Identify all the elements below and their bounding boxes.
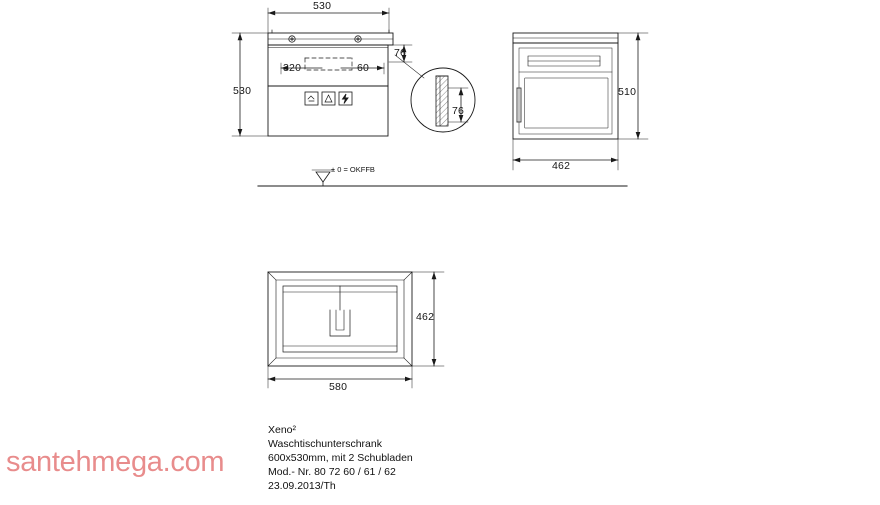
dim-front-thickness-76: 76 (394, 47, 407, 59)
dim-front-width-530: 530 (313, 0, 332, 12)
side-elevation-geometry (513, 33, 648, 170)
caption-line-3: 600x530mm, mit 2 Schubladen (268, 452, 413, 464)
detail-callout-geometry (395, 55, 475, 132)
dim-side-height-510: 510 (618, 86, 637, 98)
floor-level-marker (258, 170, 627, 186)
dim-side-depth-462: 462 (552, 160, 571, 172)
dim-top-width-580: 580 (329, 381, 348, 393)
caption-line-2: Waschtischunterschrank (268, 438, 382, 450)
caption-line-1: Xeno² (268, 424, 297, 436)
dim-front-height-530: 530 (233, 85, 252, 97)
dim-top-depth-462: 462 (416, 311, 435, 323)
caption-line-4: Mod.- Nr. 80 72 60 / 61 / 62 (268, 466, 396, 478)
floor-level-label: ± 0 = OKFFB (331, 165, 375, 174)
dim-front-offset-60: 60 (357, 62, 370, 74)
dim-detail-thickness-76: 76 (452, 105, 465, 117)
front-elevation-geometry (232, 8, 412, 136)
caption-line-5: 23.09.2013/Th (268, 480, 336, 492)
dim-front-offset-320: 320 (283, 62, 302, 74)
site-watermark: santehmega.com (6, 446, 225, 478)
top-view-geometry (268, 272, 444, 388)
